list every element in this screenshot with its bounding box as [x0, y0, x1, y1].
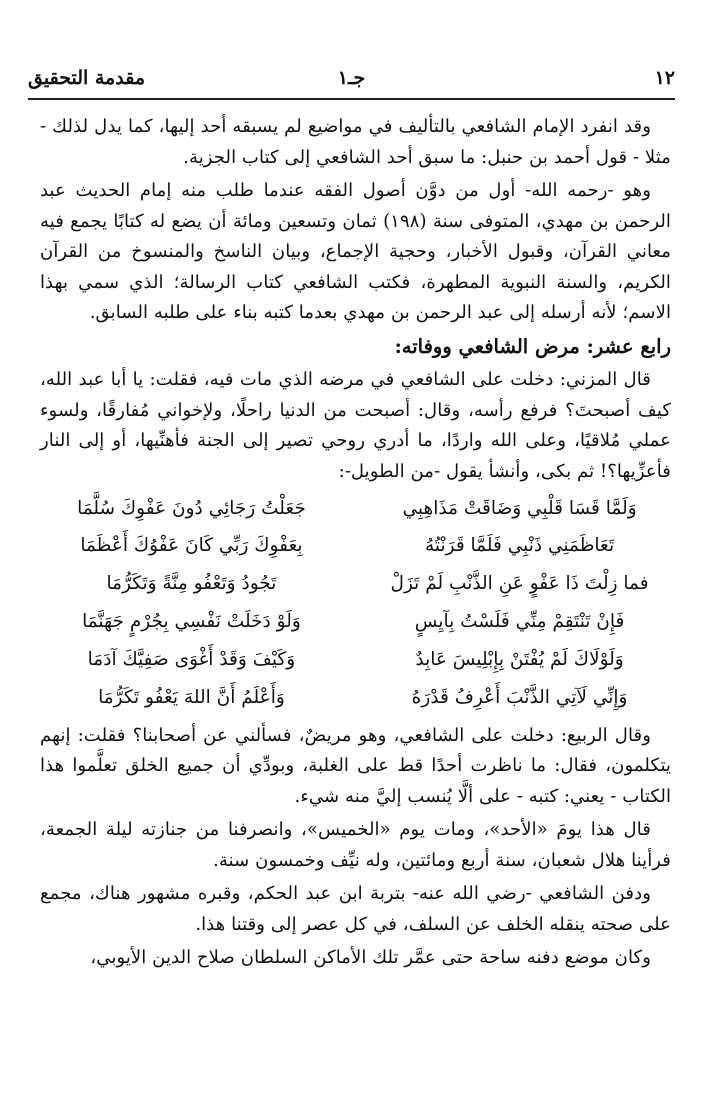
verse-first-hemistich: وَلَمَّا قَسَا قَلْبِي وَضَاقَتْ مَذَاهِبِي [402, 497, 637, 519]
verse-second-hemistich: وَكَيْفَ وَقَدْ أَغْوَى صَفِيَّكَ آدَمَا [87, 648, 296, 670]
page-header [28, 58, 675, 100]
poem [40, 490, 671, 717]
paragraph-6: ودفن الشافعي -رضي الله عنه- بتربة ابن عبد الحكم، وقبره مشهور هناك، مجمع على صحته ينقله الخلف عن السلف، في كل عصر إلى وقتنا هذا. [40, 883, 671, 935]
page-number: ١٢ [654, 67, 675, 89]
verse-line [40, 603, 671, 641]
paragraph-4: وقال الربيع: دخلت على الشافعي، وهو مريضٌ، فسألني عن أصحابنا؟ فقلت: إنهم يتكلمون، فقال: ما ناظرت أحدًا قط على الغلبة، وبودِّي أن جميع الخلق تعلَّموا هذا الكتاب - يعني: كتبه - على ألَّا يُنسب إليَّ منه شيء. [40, 724, 671, 807]
verse-second-hemistich: وَأَعْلَمُ أَنَّ اللهَ يَعْفُو تَكَرُّمَا [98, 686, 285, 708]
verse-second-hemistich: بِعَفْوِكَ رَبِّي كَانَ عَفْوُكَ أَعْظَمَا [80, 535, 303, 557]
verse-line [40, 641, 671, 679]
paragraph-1: وقد انفرد الإمام الشافعي بالتأليف في مواضيع لم يسبقه أحد إليها، كما يدل لذلك - مثلا - قول أحمد بن حنبل: ما سبق أحد الشافعي إلى كتاب الجزية. [40, 116, 671, 168]
section-title: مقدمة التحقيق [28, 67, 145, 89]
paragraph-7: وكان موضع دفنه ساحة حتى عمَّر تلك الأماكن السلطان صلاح الدين الأيوبي، [90, 947, 651, 969]
verse-second-hemistich: وَلَوْ دَخَلَتْ نَفْسِي بِجُرْمٍ جَهَنَّمَا [82, 611, 301, 633]
volume-label: جـ١ [337, 67, 366, 89]
verse-line [40, 528, 671, 566]
paragraph-5: قال هذا يومَ «الأحد»، ومات يوم «الخميس»، وانصرفنا من جنازته ليلة الجمعة، فرأينا هلال شعبان، سنة أربع ومائتين، وله نيِّف وخمسون سنة. [40, 819, 671, 871]
paragraph-3: قال المزني: دخلت على الشافعي في مرضه الذي مات فيه، فقلت: يا أبا عبد الله، كيف أصبحتَ؟ فرفع رأسه، وقال: أصبحت من الدنيا راحلًا، ولإخواني مُفارقًا، ولسوء عملي مُلاقيًا، وعلى الله واردًا، ما أدري روحي تصير إلى الجنة فأهنِّيها، أو إلى النار فأعزِّيها؟! ثم بكى، وأنشأ يقول -من الطويل-: [40, 369, 671, 482]
verse-line [40, 679, 671, 717]
verse-first-hemistich: وَإِنِّي لَآتِي الذَّنْبَ أَعْرِفُ قَدْرَهُ [411, 686, 628, 708]
verse-line [40, 566, 671, 604]
verse-first-hemistich: فَإِنْ تَنْتَقِمْ مِنِّي فَلَسْتُ بِآيِسٍ [414, 611, 625, 633]
verse-second-hemistich: جَعَلْتُ رَجَائِي دُونَ عَفْوِكَ سُلَّمَا [77, 497, 306, 519]
verse-first-hemistich: وَلَوْلَاكَ لَمْ يُفْتَنْ بِإِبْلِيسَ عَابِدٌ [415, 648, 624, 670]
page-body [40, 112, 671, 977]
verse-line [40, 490, 671, 528]
verse-second-hemistich: تَجُودُ وَتَعْفُو مِنَّةً وَتَكَرُّمَا [106, 573, 277, 595]
verse-first-hemistich: تَعَاظَمَنِي ذَنْبِي فَلَمَّا قَرَنْتُهُ [424, 535, 615, 557]
paragraph-2: وهو -رحمه الله- أول من دوَّن أصول الفقه عندما طلب منه إمام الحديث عبد الرحمن بن مهدي، المتوفى سنة (١٩٨) ثمان وتسعين ومائة أن يضع له كتابًا يجمع فيه معاني القرآن، وقبول الأخبار، وحجية الإجماع، وبيان الناسخ والمنسوخ من القرآن الكريم، والسنة النبوية المطهرة، فكتب الشافعي كتاب الرسالة؛ الذي سمي بهذا الاسم؛ لأنه أرسله إلى عبد الرحمن بن مهدي بعدما كتبه بناء على طلبه السابق. [40, 180, 671, 323]
verse-first-hemistich: فما زِلْتَ ذَا عَفْوٍ عَنِ الذَّنْبِ لَمْ تَزَلْ [390, 573, 649, 595]
section-heading: رابع عشر: مرض الشافعي ووفاته: [394, 334, 671, 358]
